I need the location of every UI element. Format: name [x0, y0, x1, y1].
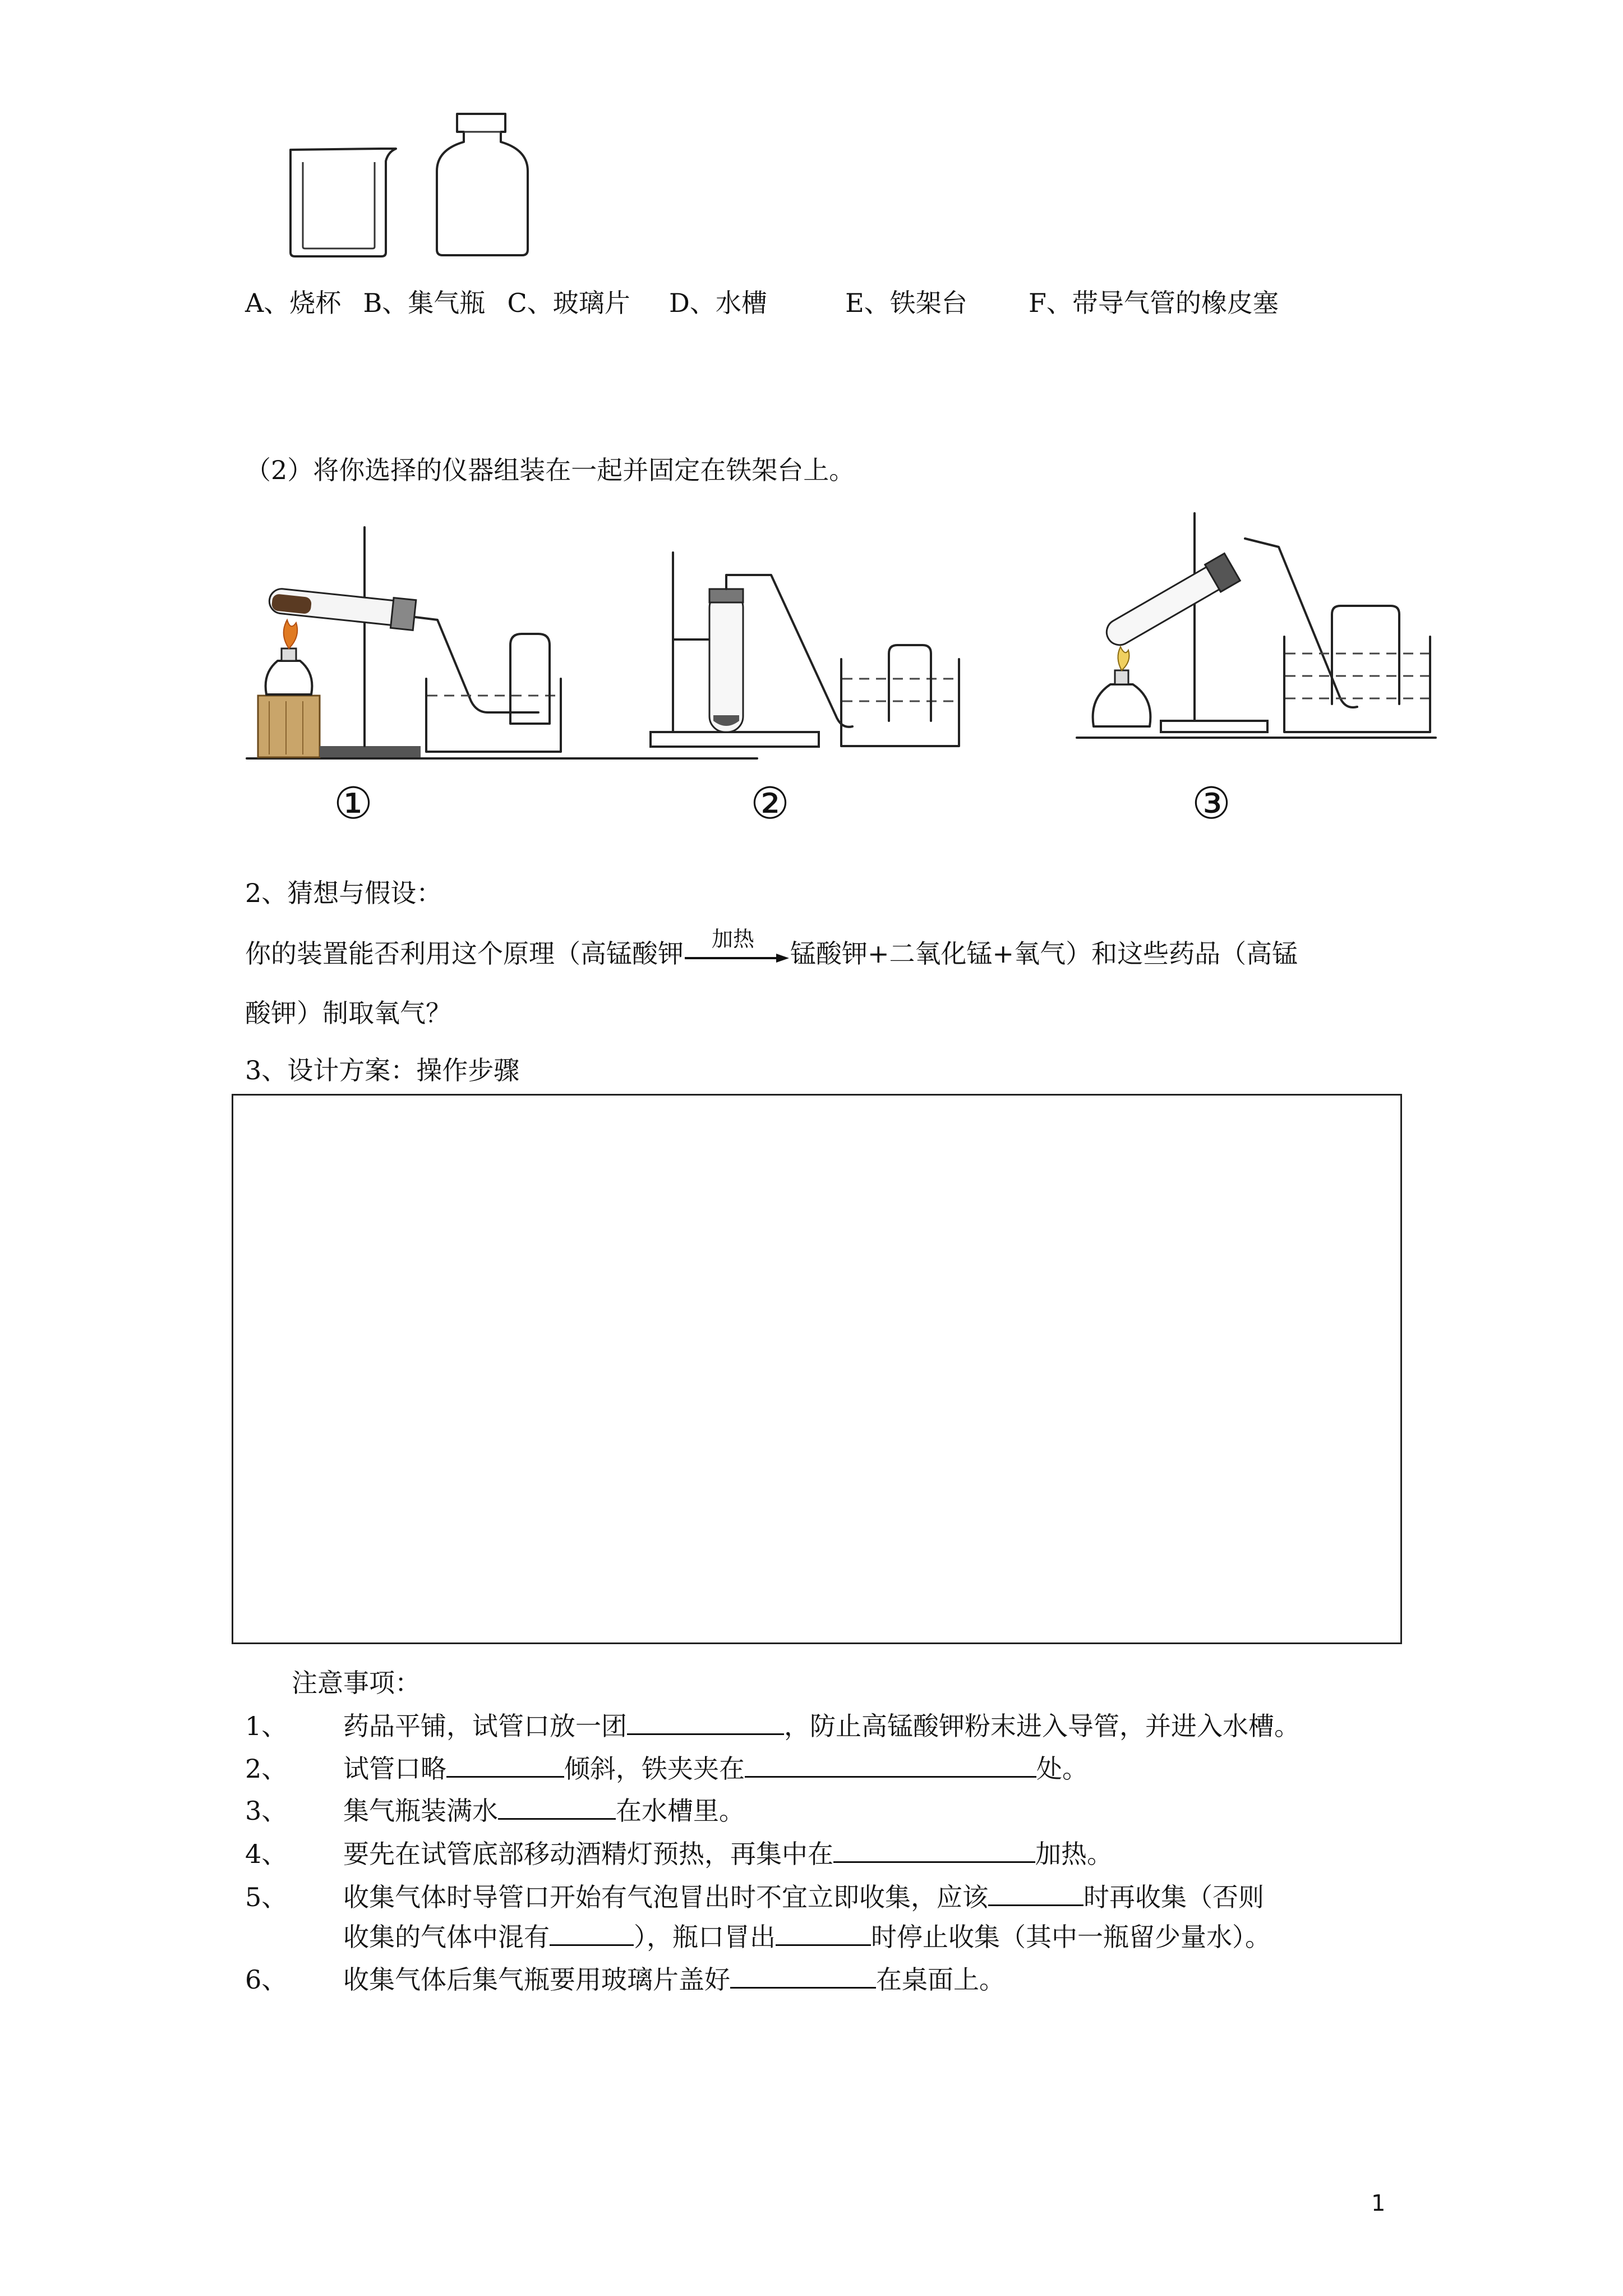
note-3-blank[interactable]: [498, 1793, 616, 1820]
note-1-text-a: 药品平铺，试管口放一团: [343, 1711, 627, 1741]
note-item-3: [245, 1793, 745, 1828]
note-2-text-c: 处。: [1036, 1754, 1088, 1784]
note-5-blank-1[interactable]: [988, 1880, 1083, 1906]
note-5-text-e: 时停止收集（其中一瓶留少量水）。: [871, 1922, 1271, 1952]
page-number: 1: [1371, 2191, 1386, 2216]
note-5-blank-3[interactable]: [776, 1920, 871, 1946]
setup-1-number: ①: [334, 779, 373, 829]
note-4-text-b: 加热。: [1035, 1839, 1113, 1869]
beaker-drawing: [286, 143, 398, 261]
setup-2-drawing: [651, 553, 965, 760]
note-4-blank[interactable]: [833, 1837, 1035, 1863]
note-num-1: 1、: [245, 1711, 288, 1741]
note-3-text-a: 集气瓶装满水: [343, 1796, 498, 1826]
step2-text: （2）将你选择的仪器组装在一起并固定在铁架台上。: [245, 455, 855, 485]
note-5-text-a: 收集气体时导管口开始有气泡冒出时不宜立即收集，应该: [343, 1882, 988, 1912]
note-5-text-d: ），瓶口冒出: [634, 1922, 776, 1952]
note-5-blank-2[interactable]: [550, 1920, 634, 1946]
design-answer-box[interactable]: [232, 1094, 1402, 1644]
label-water-trough: D、水槽: [669, 288, 767, 318]
note-num-5: 5、: [245, 1882, 288, 1912]
note-1-text-b: ，防止高锰酸钾粉末进入导管，并进入水槽。: [784, 1711, 1300, 1741]
note-item-2: [245, 1751, 1088, 1786]
note-item-4: [245, 1837, 1113, 1871]
reaction-products: 锰酸钾+二氧化锰+氧气）和这些药品（高锰: [790, 938, 1298, 969]
notes-title: 注意事项：: [292, 1668, 421, 1698]
note-num-4: 4、: [245, 1839, 288, 1869]
note-5-text-b: 时再收集（否则: [1083, 1882, 1264, 1912]
reaction-reactant: 你的装置能否利用这个原理（高锰酸钾: [245, 938, 684, 969]
reaction-line: [245, 927, 1298, 970]
note-2-text-b: 倾斜，铁夹夹在: [564, 1754, 745, 1784]
label-rubber-stopper: F、带导气管的橡皮塞: [1028, 288, 1279, 318]
heat-arrow: [684, 927, 790, 970]
setup-2-number: ②: [750, 779, 790, 829]
note-item-6: [245, 1962, 1005, 1996]
note-6-blank[interactable]: [730, 1962, 876, 1989]
section2-title: 2、猜想与假设：: [245, 878, 442, 908]
note-2-blank-2[interactable]: [745, 1751, 1036, 1778]
label-iron-stand: E、铁架台: [845, 288, 967, 318]
note-item-5: [245, 1880, 1264, 1914]
note-num-3: 3、: [245, 1796, 288, 1826]
label-beaker: A、烧杯: [245, 288, 342, 318]
note-3-text-b: 在水槽里。: [616, 1796, 745, 1826]
gas-bottle-drawing: [435, 109, 530, 261]
label-gas-bottle: B、集气瓶: [363, 288, 486, 318]
note-item-1: [245, 1709, 1300, 1743]
note-6-text-a: 收集气体后集气瓶要用玻璃片盖好: [343, 1964, 730, 1995]
note-2-text-a: 试管口略: [343, 1754, 446, 1784]
note-num-6: 6、: [245, 1964, 288, 1995]
setup-3-number: ③: [1192, 779, 1231, 829]
label-glass-slide: C、玻璃片: [507, 288, 630, 318]
arrow-label: 加热: [712, 927, 755, 951]
note-item-5-cont: [343, 1920, 1271, 1954]
reaction-line-2: 酸钾）制取氧气？: [245, 998, 451, 1028]
note-4-text-a: 要先在试管底部移动酒精灯预热，再集中在: [343, 1839, 833, 1869]
note-2-blank-1[interactable]: [446, 1751, 564, 1778]
section3-title: 3、设计方案：操作步骤: [245, 1055, 520, 1085]
apparatus-labels: [245, 286, 1279, 320]
note-num-2: 2、: [245, 1754, 288, 1784]
note-1-blank[interactable]: [627, 1709, 784, 1735]
setup-3-drawing: [1077, 513, 1436, 749]
note-6-text-b: 在桌面上。: [876, 1964, 1005, 1995]
note-5-text-c: 收集的气体中混有: [343, 1922, 550, 1952]
